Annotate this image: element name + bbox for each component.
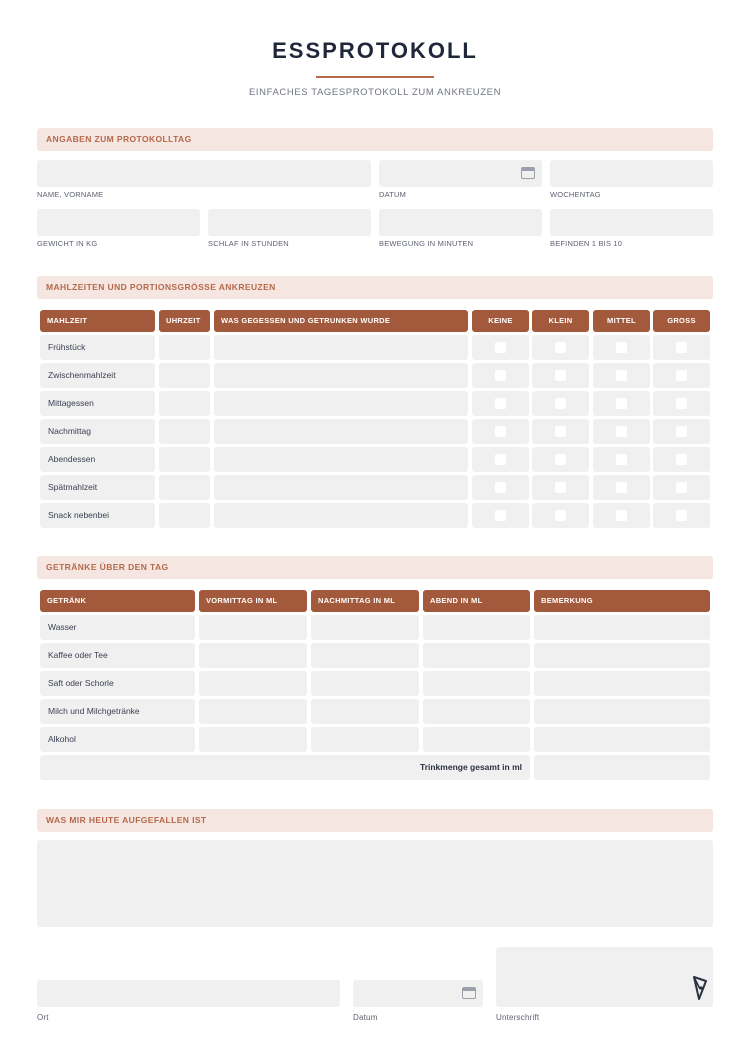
meals-header-2: WAS GEGESSEN UND GETRUNKEN WURDE — [214, 310, 468, 332]
portion-cell — [593, 419, 650, 444]
place-field[interactable] — [37, 980, 340, 1007]
portion-checkbox[interactable] — [616, 426, 627, 437]
meal-time-cell[interactable] — [159, 335, 210, 360]
portion-cell — [653, 475, 710, 500]
drink-total-field[interactable] — [534, 755, 710, 780]
drinks-header-1: VORMITTAG IN ML — [199, 590, 307, 612]
portion-checkbox[interactable] — [616, 510, 627, 521]
portion-cell — [653, 419, 710, 444]
meals-header-5: MITTEL — [593, 310, 650, 332]
calendar-icon[interactable] — [521, 167, 535, 179]
exercise-field-label: BEWEGUNG IN MINUTEN — [379, 239, 474, 248]
portion-checkbox[interactable] — [555, 370, 566, 381]
weekday-field-label: WOCHENTAG — [550, 190, 601, 199]
portion-checkbox[interactable] — [495, 342, 506, 353]
date-field[interactable] — [379, 160, 542, 187]
meal-description-cell[interactable] — [214, 391, 468, 416]
drink-cell[interactable] — [534, 643, 710, 668]
drink-cell[interactable] — [311, 615, 419, 640]
date-field-label: DATUM — [379, 190, 407, 199]
portion-checkbox[interactable] — [676, 510, 687, 521]
meal-description-cell[interactable] — [214, 419, 468, 444]
section-header-meals: MAHLZEITEN UND PORTIONSGRÖSSE ANKREUZEN — [37, 276, 713, 299]
drink-cell[interactable] — [311, 643, 419, 668]
portion-checkbox[interactable] — [495, 482, 506, 493]
meal-description-cell[interactable] — [214, 335, 468, 360]
portion-cell — [653, 363, 710, 388]
portion-checkbox[interactable] — [555, 398, 566, 409]
portion-checkbox[interactable] — [555, 342, 566, 353]
drink-row-label: Wasser — [40, 615, 195, 640]
drink-cell[interactable] — [199, 671, 307, 696]
drink-cell[interactable] — [311, 671, 419, 696]
notes-textarea[interactable] — [37, 840, 713, 927]
portion-cell — [472, 419, 529, 444]
portion-cell — [532, 447, 589, 472]
portion-cell — [593, 447, 650, 472]
drink-cell[interactable] — [534, 699, 710, 724]
portion-cell — [532, 419, 589, 444]
portion-cell — [472, 335, 529, 360]
drink-cell[interactable] — [199, 727, 307, 752]
mood-field[interactable] — [550, 209, 713, 236]
weekday-field[interactable] — [550, 160, 713, 187]
meal-description-cell[interactable] — [214, 503, 468, 528]
drink-cell[interactable] — [199, 699, 307, 724]
portion-checkbox[interactable] — [555, 482, 566, 493]
portion-checkbox[interactable] — [676, 398, 687, 409]
meal-row-label: Mittagessen — [40, 391, 155, 416]
mood-field-label: BEFINDEN 1 BIS 10 — [550, 239, 623, 248]
name-field-label: NAME, VORNAME — [37, 190, 104, 199]
meals-header-4: KLEIN — [532, 310, 589, 332]
sleep-field-label: SCHLAF IN STUNDEN — [208, 239, 289, 248]
meals-header-3: KEINE — [472, 310, 529, 332]
drink-cell[interactable] — [311, 727, 419, 752]
drink-cell[interactable] — [534, 671, 710, 696]
portion-cell — [593, 391, 650, 416]
place-field-label: Ort — [37, 1013, 49, 1022]
drinks-header-4: BEMERKUNG — [534, 590, 710, 612]
portion-checkbox[interactable] — [555, 426, 566, 437]
drink-cell[interactable] — [311, 699, 419, 724]
drink-row-label: Alkohol — [40, 727, 195, 752]
meal-time-cell[interactable] — [159, 363, 210, 388]
meals-header-1: UHRZEIT — [159, 310, 210, 332]
portion-checkbox[interactable] — [676, 482, 687, 493]
portion-checkbox[interactable] — [616, 342, 627, 353]
meal-row-label: Snack nebenbei — [40, 503, 155, 528]
meal-row-label: Zwischenmahlzeit — [40, 363, 155, 388]
name-field[interactable] — [37, 160, 371, 187]
section-header-drinks: GETRÄNKE ÜBER DEN TAG — [37, 556, 713, 579]
drink-total-label: Trinkmenge gesamt in ml — [40, 755, 530, 780]
portion-checkbox[interactable] — [616, 398, 627, 409]
portion-checkbox[interactable] — [676, 370, 687, 381]
portion-cell — [532, 363, 589, 388]
meal-description-cell[interactable] — [214, 447, 468, 472]
portion-cell — [532, 503, 589, 528]
sleep-field[interactable] — [208, 209, 371, 236]
portion-checkbox[interactable] — [555, 510, 566, 521]
meal-time-cell[interactable] — [159, 503, 210, 528]
portion-checkbox[interactable] — [676, 342, 687, 353]
drinks-header-3: ABEND IN ML — [423, 590, 530, 612]
page-subtitle: EINFACHES TAGESPROTOKOLL ZUM ANKREUZEN — [248, 87, 502, 98]
meal-row-label: Abendessen — [40, 447, 155, 472]
portion-cell — [653, 391, 710, 416]
signature-field[interactable] — [496, 947, 713, 1007]
drink-cell[interactable] — [423, 727, 530, 752]
portion-cell — [593, 335, 650, 360]
drinks-header-2: NACHMITTAG IN ML — [311, 590, 419, 612]
portion-cell — [593, 503, 650, 528]
meal-time-cell[interactable] — [159, 419, 210, 444]
drink-cell[interactable] — [423, 671, 530, 696]
page-title: ESSPROTOKOLL — [272, 38, 478, 63]
portion-cell — [472, 503, 529, 528]
footer-date-field-label: Datum — [353, 1013, 378, 1022]
portion-cell — [532, 335, 589, 360]
portion-checkbox[interactable] — [616, 454, 627, 465]
section-header-notes: WAS MIR HEUTE AUFGEFALLEN IST — [37, 809, 713, 832]
calendar-icon[interactable] — [462, 987, 476, 999]
drink-row-label: Kaffee oder Tee — [40, 643, 195, 668]
portion-cell — [472, 447, 529, 472]
portion-cell — [653, 335, 710, 360]
drink-cell[interactable] — [423, 615, 530, 640]
portion-checkbox[interactable] — [495, 426, 506, 437]
drink-cell[interactable] — [199, 643, 307, 668]
drink-row-label: Saft oder Schorle — [40, 671, 195, 696]
weight-field[interactable] — [37, 209, 200, 236]
drink-cell[interactable] — [423, 699, 530, 724]
portion-cell — [532, 391, 589, 416]
portion-cell — [593, 363, 650, 388]
portion-cell — [532, 475, 589, 500]
drink-cell[interactable] — [423, 643, 530, 668]
portion-cell — [653, 447, 710, 472]
meal-row-label: Frühstück — [40, 335, 155, 360]
portion-checkbox[interactable] — [495, 510, 506, 521]
exercise-field[interactable] — [379, 209, 542, 236]
meal-description-cell[interactable] — [214, 475, 468, 500]
drink-cell[interactable] — [534, 727, 710, 752]
meals-header-6: GROSS — [653, 310, 710, 332]
portion-checkbox[interactable] — [616, 482, 627, 493]
portion-checkbox[interactable] — [495, 398, 506, 409]
portion-checkbox[interactable] — [555, 454, 566, 465]
portion-checkbox[interactable] — [495, 370, 506, 381]
portion-checkbox[interactable] — [616, 370, 627, 381]
meal-time-cell[interactable] — [159, 391, 210, 416]
portion-cell — [593, 475, 650, 500]
title-divider — [316, 76, 434, 78]
meal-time-cell[interactable] — [159, 447, 210, 472]
drink-cell[interactable] — [534, 615, 710, 640]
portion-checkbox[interactable] — [676, 426, 687, 437]
meals-header-0: MAHLZEIT — [40, 310, 155, 332]
meal-row-label: Spätmahlzeit — [40, 475, 155, 500]
pen-icon — [691, 975, 709, 1001]
drink-cell[interactable] — [199, 615, 307, 640]
portion-cell — [653, 503, 710, 528]
meal-time-cell[interactable] — [159, 475, 210, 500]
drink-row-label: Milch und Milchgetränke — [40, 699, 195, 724]
meal-row-label: Nachmittag — [40, 419, 155, 444]
weight-field-label: GEWICHT IN KG — [37, 239, 98, 248]
portion-checkbox[interactable] — [495, 454, 506, 465]
meal-description-cell[interactable] — [214, 363, 468, 388]
drinks-header-0: GETRÄNK — [40, 590, 195, 612]
portion-cell — [472, 363, 529, 388]
section-header-protocol-day: ANGABEN ZUM PROTOKOLLTAG — [37, 128, 713, 151]
portion-cell — [472, 391, 529, 416]
footer-date-field[interactable] — [353, 980, 483, 1007]
signature-field-label: Unterschrift — [496, 1013, 540, 1022]
portion-cell — [472, 475, 529, 500]
portion-checkbox[interactable] — [676, 454, 687, 465]
